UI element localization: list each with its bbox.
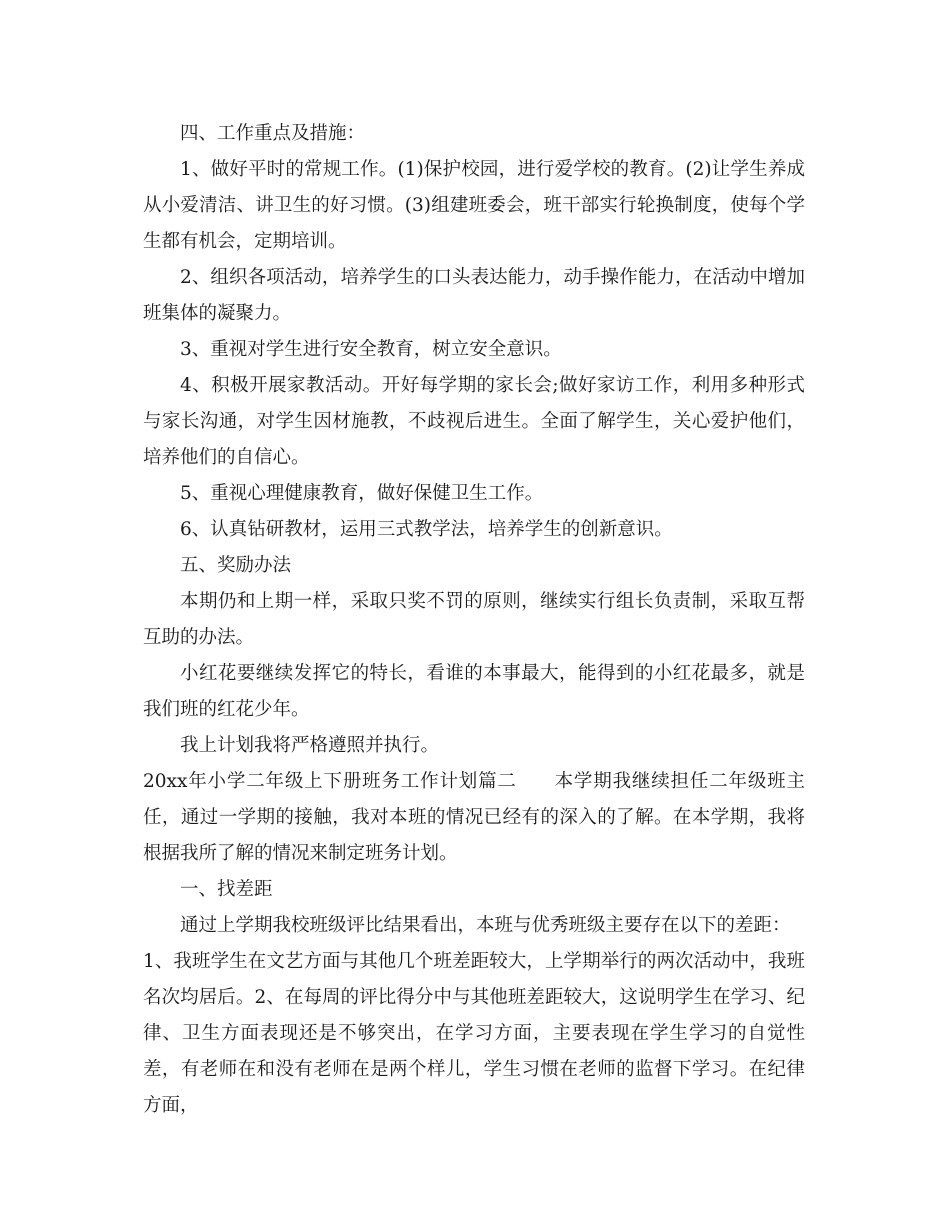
paragraph: 本期仍和上期一样，采取只奖不罚的原则，继续实行组长负责制，采取互帮互助的办法。 [143,591,805,648]
paragraph: 四、工作重点及措施： [180,123,366,144]
paragraph: 3、重视对学生进行安全教育，树立安全意识。 [180,339,562,360]
plan-intro: 本学期我继续担任二年级班主任，通过一学期的接触，我对本班的情况已经有的深入的了解。在本学期，我将根据我所了解的情况来制定班务计划。 [143,771,805,864]
paragraph: 通过上学期我校班级评比结果看出，本班与优秀班级主要存在以下的差距： [180,915,791,936]
plan-title: 20xx年小学二年级上下册班务工作计划篇二 [143,771,517,792]
section-heading: 五、奖励办法 [180,555,292,576]
paragraph: 4、积极开展家教活动。开好每学期的家长会;做好家访工作，利用多种形式与家长沟通，对学生因材施教，不歧视后进生。全面了解学生，关心爱护他们，培养他们的自信心。 [143,375,805,468]
paragraph: 6、认真钻研教材，运用三式教学法，培养学生的创新意识。 [180,519,673,540]
paragraph: 1、我班学生在文艺方面与其他几个班差距较大，上学期举行的两次活动中，我班名次均居后。2、在每周的评比得分中与其他班差距较大，这说明学生在学习、纪律、卫生方面表现还是不够突出，在学习方面，主要表现在学生学习的自觉性差，有老师在和没有老师在是两个样儿，学生习惯在老师的监督下学习。在纪律方面， [143,951,805,1116]
paragraph: 小红花要继续发挥它的特长，看谁的本事最大，能得到的小红花最多，就是我们班的红花少年。 [143,663,805,720]
paragraph: 我上计划我将严格遵照并执行。 [180,735,440,756]
section-heading: 一、找差距 [180,879,273,900]
paragraph: 1、做好平时的常规工作。(1)保护校园，进行爱学校的教育。(2)让学生养成从小爱清洁、讲卫生的好习惯。(3)组建班委会，班干部实行轮换制度，使每个学生都有机会，定期培训。 [143,159,805,252]
document-body [143,116,805,1124]
paragraph: 2、组织各项活动，培养学生的口头表达能力，动手操作能力，在活动中增加班集体的凝聚力。 [143,267,805,324]
paragraph-with-title [143,764,805,872]
paragraph: 5、重视心理健康教育，做好保健卫生工作。 [180,483,544,504]
